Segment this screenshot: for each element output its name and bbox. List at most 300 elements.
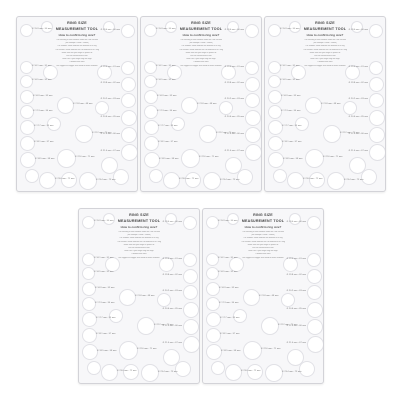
size-label: Φ 23.4 mm - 73 mm (96, 178, 116, 181)
size-label: Φ 17.3 mm - 54 mm (95, 301, 115, 304)
size-label: Φ 21.0 mm - 66 mm (224, 132, 244, 135)
ring-hole (203, 172, 221, 190)
instruction-line: The number 56mm indicate the circumference of a ring (55, 48, 99, 51)
ring-hole (123, 364, 139, 380)
instruction-line: it belland two sizes (193, 61, 209, 64)
ring-hole (79, 172, 97, 190)
size-label: Φ 17.7 mm - 55 mm (96, 317, 116, 319)
ring-hole (307, 285, 322, 300)
instruction-line: Must Fits: If your finger ring too large (186, 58, 216, 61)
size-label: Φ 17.7 mm - 55 mm (282, 125, 302, 127)
ring-hole (87, 361, 101, 375)
ring-hole (171, 117, 185, 131)
ring-hole (141, 364, 159, 382)
ring-hole (206, 216, 219, 229)
ring-hole (57, 97, 74, 114)
size-label: Φ 15.9 mm - 50 mm (94, 220, 114, 222)
ring-hole (121, 144, 138, 161)
size-label: Φ 16.1 mm - 51 mm (218, 257, 238, 259)
ring-hole (165, 213, 177, 225)
size-label: Φ 22.2 mm - 70 mm (340, 131, 360, 134)
ring-hole (25, 169, 39, 183)
size-label: Φ 21.0 mm - 66 mm (348, 132, 368, 135)
size-label: Φ 16.1 mm - 51 mm (32, 65, 52, 67)
ring-hole (75, 125, 93, 143)
size-label: Φ 20.6 mm - 65 mm (162, 307, 182, 310)
ring-hole (183, 285, 198, 300)
size-label: Φ 19.8 mm - 62 mm (348, 82, 368, 84)
ring-hole (119, 289, 136, 306)
size-label: Φ 20.2 mm - 63 mm (224, 98, 244, 100)
ring-hole (183, 302, 199, 318)
size-label: Φ 15.9 mm - 50 mm (280, 28, 300, 30)
ring-hole (268, 136, 283, 151)
instruction-line: The meaning of two numbers under the 'mm' section (304, 39, 346, 41)
instruction-line: Must Fits: If your finger ring too large (310, 58, 340, 61)
instruction-line: The number 56mm indicate the circumference of a ring (303, 48, 347, 51)
ring-hole (369, 110, 385, 126)
size-label: Φ 15.9 mm - 50 mm (32, 28, 52, 30)
ring-hole (261, 317, 279, 335)
ring-hole (268, 120, 283, 135)
ring-hole (137, 317, 155, 335)
ring-hole (307, 336, 324, 353)
size-label: Φ 21.4 mm - 67 mm (224, 150, 244, 152)
size-label: Φ 20.2 mm - 63 mm (162, 290, 182, 292)
ring-hole (82, 216, 95, 229)
instruction-line: We suggest the bigger size would be more fix/better (242, 256, 284, 259)
ring-hole (307, 269, 322, 284)
ring-hole (95, 101, 109, 115)
size-label: Φ 21.0 mm - 66 mm (286, 324, 306, 327)
instruction-line: The meaning of two numbers under the 'mm' section (242, 231, 284, 233)
ring-hole (305, 149, 324, 168)
ring-hole (307, 302, 323, 318)
card-question: How to confirm ring size? (182, 33, 220, 37)
card-instructions (295, 39, 355, 68)
ring-hole (183, 336, 200, 353)
ring-hole (369, 93, 384, 108)
ring-hole (369, 24, 383, 38)
size-label: Φ 19.0 mm - 60 mm (348, 28, 368, 31)
ring-hole (237, 169, 253, 185)
ring-hole (281, 293, 295, 307)
size-label: Φ 17.7 mm - 55 mm (220, 317, 240, 319)
ring-hole (144, 105, 158, 119)
size-label: Φ 18.5 mm - 58 mm (221, 349, 241, 352)
instruction-line: it belland two sizes (317, 61, 333, 64)
size-label: Φ 18.1 mm - 57 mm (34, 141, 54, 143)
instruction-line: The number 18mm indicate the diameter of a ring (305, 45, 345, 48)
ring-size-card-3 (264, 16, 386, 192)
size-label: Φ 16.5 mm - 52 mm (156, 79, 176, 81)
ring-hole (289, 21, 301, 33)
size-label: Φ 23.0 mm - 72 mm (55, 178, 75, 180)
ring-hole (185, 172, 201, 188)
ring-hole (181, 149, 200, 168)
ring-hole (245, 127, 261, 143)
ring-hole (121, 24, 135, 38)
ring-hole (229, 257, 244, 272)
size-label: Φ 23.4 mm - 73 mm (344, 178, 364, 181)
ring-hole (103, 213, 115, 225)
size-label: Φ 22.2 mm - 70 mm (216, 131, 236, 134)
ring-hole (167, 65, 182, 80)
card-title-line1: RING SIZE (191, 21, 211, 25)
ring-hole (219, 101, 233, 115)
size-label: Φ 19.0 mm - 60 mm (286, 220, 306, 223)
ring-hole (144, 120, 159, 135)
size-label: Φ 21.8 mm - 68 mm (259, 295, 279, 297)
size-label: Φ 21.8 mm - 68 mm (321, 103, 341, 105)
card-title-line2: MEASUREMENT TOOL (241, 219, 285, 223)
size-label: Φ 22.2 mm - 70 mm (154, 323, 174, 326)
ring-hole (175, 361, 191, 377)
size-label: Φ 19.4 mm - 61 mm (348, 65, 368, 68)
instruction-line: The number 56mm indicate the circumference of a ring (179, 48, 223, 51)
size-label: Φ 22.6 mm - 71 mm (199, 156, 219, 158)
size-label: Φ 20.2 mm - 63 mm (100, 98, 120, 100)
ring-hole (268, 75, 281, 88)
size-label: Φ 21.4 mm - 67 mm (348, 150, 368, 152)
size-label: Φ 19.8 mm - 62 mm (286, 274, 306, 276)
ring-hole (144, 61, 157, 74)
ring-hole (245, 77, 260, 92)
instruction-line: The number 18mm indicate the diameter of a ring (119, 237, 159, 240)
card-title-line1: RING SIZE (315, 21, 335, 25)
ring-hole (343, 101, 357, 115)
instruction-line: The number 56mm indicate the circumference of a ring (241, 240, 285, 243)
size-label: Φ 18.1 mm - 57 mm (282, 141, 302, 143)
ring-hole (20, 24, 33, 37)
ring-hole (199, 125, 217, 143)
ring-hole (305, 97, 322, 114)
size-label: Φ 19.8 mm - 62 mm (224, 82, 244, 84)
card-title (299, 20, 351, 32)
card-title-line1: RING SIZE (253, 213, 273, 217)
size-label: Φ 16.5 mm - 52 mm (94, 271, 114, 273)
size-label: Φ 22.6 mm - 71 mm (261, 348, 281, 350)
size-label: Φ 21.8 mm - 68 mm (197, 103, 217, 105)
instruction-line: (for example: 18mm - 56mm) (251, 234, 275, 237)
card-question: How to confirm ring size? (244, 225, 282, 229)
card-question: How to confirm ring size? (120, 225, 158, 229)
card-title-line1: RING SIZE (67, 21, 87, 25)
size-label: Φ 19.0 mm - 60 mm (224, 28, 244, 31)
ring-hole (144, 75, 157, 88)
size-label: Φ 19.8 mm - 62 mm (162, 274, 182, 276)
ring-hole (20, 61, 33, 74)
ring-hole (20, 90, 34, 104)
size-label: Φ 17.7 mm - 55 mm (34, 125, 54, 127)
size-label: Φ 23.4 mm - 73 mm (158, 370, 178, 373)
ring-hole (183, 319, 199, 335)
ring-hole (144, 152, 160, 168)
size-label: Φ 21.4 mm - 67 mm (162, 342, 182, 344)
card-title (113, 212, 165, 224)
ring-hole (268, 105, 282, 119)
size-label: Φ 22.6 mm - 71 mm (137, 348, 157, 350)
ring-hole (144, 24, 157, 37)
card-title-line2: MEASUREMENT TOOL (179, 27, 223, 31)
ring-hole (82, 253, 95, 266)
size-label: Φ 17.3 mm - 54 mm (33, 109, 53, 112)
instruction-line: into the measurement hole (252, 247, 274, 250)
card-instructions (171, 39, 231, 68)
size-label: Φ 17.3 mm - 54 mm (157, 109, 177, 112)
size-label: Φ 15.9 mm - 50 mm (218, 220, 238, 222)
size-label: Φ 18.1 mm - 57 mm (96, 333, 116, 335)
size-label: Φ 17.7 mm - 55 mm (158, 125, 178, 127)
ring-hole (20, 152, 36, 168)
instruction-line: The number 18mm indicate the diameter of a ring (57, 45, 97, 48)
ring-hole (369, 144, 386, 161)
ring-hole (121, 77, 136, 92)
card-title (237, 212, 289, 224)
instruction-line: The meaning of two numbers under the 'mm' section (56, 39, 98, 41)
ring-hole (245, 93, 260, 108)
ring-hole (183, 216, 197, 230)
instruction-line: The number 18mm indicate the diameter of a ring (243, 237, 283, 240)
ring-hole (82, 328, 97, 343)
ring-hole (20, 136, 35, 151)
size-label: Φ 23.0 mm - 72 mm (179, 178, 199, 180)
ring-hole (20, 75, 33, 88)
ring-hole (61, 172, 77, 188)
size-label: Φ 20.2 mm - 63 mm (348, 98, 368, 100)
ring-hole (351, 21, 363, 33)
instruction-line: The meaning of two numbers under the 'mm' section (180, 39, 222, 41)
ring-hole (299, 361, 315, 377)
size-label: Φ 21.4 mm - 67 mm (100, 150, 120, 152)
ring-hole (119, 341, 138, 360)
card-question: How to confirm ring size? (306, 33, 344, 37)
ring-hole (43, 65, 58, 80)
instruction-line: (for example: 18mm - 56mm) (65, 42, 89, 45)
ring-hole (295, 117, 309, 131)
size-label: Φ 22.6 mm - 71 mm (323, 156, 343, 158)
instruction-line: Make sure that your finger is perfect fit (309, 51, 341, 54)
ring-hole (101, 364, 118, 381)
ring-hole (20, 105, 34, 119)
ring-hole (144, 90, 158, 104)
instruction-line: The meaning of two numbers under the 'mm' section (118, 231, 160, 233)
ring-hole (245, 110, 261, 126)
size-label: Φ 19.4 mm - 61 mm (100, 65, 120, 68)
size-label: Φ 21.8 mm - 68 mm (73, 103, 93, 105)
card-title-line2: MEASUREMENT TOOL (55, 27, 99, 31)
size-label: Φ 19.8 mm - 62 mm (100, 82, 120, 84)
size-label: Φ 16.1 mm - 51 mm (156, 65, 176, 67)
ring-hole (369, 61, 383, 75)
ring-hole (245, 144, 262, 161)
card-title-line2: MEASUREMENT TOOL (303, 27, 347, 31)
ring-hole (233, 309, 247, 323)
size-label: Φ 20.6 mm - 65 mm (224, 115, 244, 118)
size-label: Φ 16.9 mm - 53 mm (157, 94, 177, 97)
ring-hole (206, 267, 219, 280)
instruction-line: it belland two sizes (255, 253, 271, 256)
size-label: Φ 16.5 mm - 52 mm (32, 79, 52, 81)
ring-hole (225, 364, 242, 381)
ring-hole (113, 169, 129, 185)
instruction-line: Must Fits: If your finger ring too large (248, 250, 278, 253)
ring-hole (289, 213, 301, 225)
instruction-line: We suggest the bigger size would be more fix/better (304, 64, 346, 67)
size-label: Φ 22.2 mm - 70 mm (278, 323, 298, 326)
ring-hole (105, 257, 120, 272)
size-label: Φ 16.9 mm - 53 mm (219, 286, 239, 289)
ring-hole (165, 21, 177, 33)
card-title-line1: RING SIZE (129, 213, 149, 217)
ring-hole (323, 125, 341, 143)
ring-hole (206, 328, 221, 343)
size-label: Φ 21.0 mm - 66 mm (100, 132, 120, 135)
size-label: Φ 20.2 mm - 63 mm (286, 290, 306, 292)
ring-size-card-2 (140, 16, 262, 192)
instruction-line: We suggest the bigger size would be more fix/better (118, 256, 160, 259)
size-label: Φ 23.0 mm - 72 mm (303, 178, 323, 180)
size-label: Φ 17.3 mm - 54 mm (219, 301, 239, 304)
size-label: Φ 18.5 mm - 58 mm (97, 349, 117, 352)
ring-hole (41, 21, 53, 33)
ring-hole (307, 319, 323, 335)
instruction-line: Make sure that your finger is perfect fit (185, 51, 217, 54)
instruction-line: The number 18mm indicate the diameter of a ring (181, 45, 221, 48)
size-label: Φ 20.6 mm - 65 mm (100, 115, 120, 118)
size-label: Φ 19.0 mm - 60 mm (162, 220, 182, 223)
size-label: Φ 16.5 mm - 52 mm (218, 271, 238, 273)
size-label: Φ 18.1 mm - 57 mm (220, 333, 240, 335)
instruction-line: it belland two sizes (69, 61, 85, 64)
ring-hole (243, 341, 262, 360)
card-instructions (47, 39, 107, 68)
ring-size-card-5 (202, 208, 324, 384)
ring-hole (268, 61, 281, 74)
ring-hole (82, 312, 97, 327)
ring-hole (291, 65, 306, 80)
ring-hole (268, 90, 282, 104)
ring-size-card-1 (16, 16, 138, 192)
ring-hole (82, 344, 98, 360)
ring-hole (121, 127, 137, 143)
ring-hole (327, 172, 345, 190)
size-label: Φ 21.8 mm - 68 mm (135, 295, 155, 297)
instruction-line: (for example: 18mm - 56mm) (313, 42, 337, 45)
ring-hole (309, 172, 325, 188)
ring-hole (163, 172, 180, 189)
size-label: Φ 16.5 mm - 52 mm (280, 79, 300, 81)
size-label: Φ 22.2 mm - 70 mm (92, 131, 112, 134)
ring-hole (211, 361, 225, 375)
instruction-line: Make sure that your finger is perfect fit (247, 243, 279, 246)
ring-hole (121, 61, 135, 75)
instruction-line: We suggest the bigger size would be more fix/better (180, 64, 222, 67)
instruction-line: into the measurement hole (314, 55, 336, 58)
size-label: Φ 16.1 mm - 51 mm (280, 65, 300, 67)
ring-hole (47, 117, 61, 131)
ring-hole (245, 24, 259, 38)
ring-hole (287, 172, 304, 189)
size-label: Φ 16.1 mm - 51 mm (94, 257, 114, 259)
ring-hole (307, 216, 321, 230)
ring-hole (268, 152, 284, 168)
size-label: Φ 15.9 mm - 50 mm (156, 28, 176, 30)
ring-hole (243, 289, 260, 306)
size-label: Φ 18.1 mm - 57 mm (158, 141, 178, 143)
ring-hole (82, 297, 96, 311)
size-label: Φ 23.0 mm - 72 mm (241, 370, 261, 372)
card-title-line2: MEASUREMENT TOOL (117, 219, 161, 223)
instruction-line: Make sure that your finger is perfect fit (61, 51, 93, 54)
ring-hole (149, 169, 163, 183)
instruction-line: Must Fits: If your finger ring too large (124, 250, 154, 253)
ring-hole (247, 364, 263, 380)
instruction-line: Must Fits: If your finger ring too large (62, 58, 92, 61)
ring-hole (273, 169, 287, 183)
size-label: Φ 23.4 mm - 73 mm (282, 370, 302, 373)
ring-hole (206, 312, 221, 327)
ring-hole (109, 309, 123, 323)
card-title (175, 20, 227, 32)
ring-size-card-4 (78, 208, 200, 384)
ring-hole (206, 344, 222, 360)
instruction-line: into the measurement hole (66, 55, 88, 58)
size-label: Φ 19.0 mm - 60 mm (100, 28, 120, 31)
ring-hole (20, 120, 35, 135)
size-label: Φ 21.0 mm - 66 mm (162, 324, 182, 327)
size-label: Φ 16.9 mm - 53 mm (281, 94, 301, 97)
ring-hole (361, 169, 377, 185)
size-label: Φ 16.9 mm - 53 mm (95, 286, 115, 289)
size-label: Φ 23.4 mm - 73 mm (220, 178, 240, 181)
size-label: Φ 19.4 mm - 61 mm (224, 65, 244, 68)
size-label: Φ 22.6 mm - 71 mm (75, 156, 95, 158)
instruction-line: it belland two sizes (131, 253, 147, 256)
ring-hole (144, 136, 159, 151)
instruction-line: into the measurement hole (190, 55, 212, 58)
size-label: Φ 18.5 mm - 58 mm (159, 157, 179, 160)
instruction-line: (for example: 18mm - 56mm) (127, 234, 151, 237)
ring-hole (206, 282, 220, 296)
ring-hole (82, 267, 95, 280)
size-label: Φ 21.4 mm - 67 mm (286, 342, 306, 344)
instruction-line: (for example: 18mm - 56mm) (189, 42, 213, 45)
size-label: Φ 19.4 mm - 61 mm (286, 257, 306, 260)
instruction-line: into the measurement hole (128, 247, 150, 250)
ring-hole (227, 213, 239, 225)
ring-hole (82, 282, 96, 296)
ring-hole (183, 253, 197, 267)
size-label: Φ 18.5 mm - 58 mm (35, 157, 55, 160)
instruction-line: Make sure that your finger is perfect fit (123, 243, 155, 246)
ring-hole (181, 97, 198, 114)
ring-hole (268, 24, 281, 37)
ring-hole (157, 293, 171, 307)
ring-hole (265, 364, 283, 382)
card-title (51, 20, 103, 32)
ring-hole (103, 21, 115, 33)
ring-hole (369, 77, 384, 92)
ring-hole (245, 61, 259, 75)
size-label: Φ 19.4 mm - 61 mm (162, 257, 182, 260)
card-instructions (233, 231, 293, 260)
ring-hole (121, 93, 136, 108)
ring-hole (39, 172, 56, 189)
size-label: Φ 23.0 mm - 72 mm (117, 370, 137, 372)
ring-hole (206, 253, 219, 266)
ring-hole (183, 269, 198, 284)
